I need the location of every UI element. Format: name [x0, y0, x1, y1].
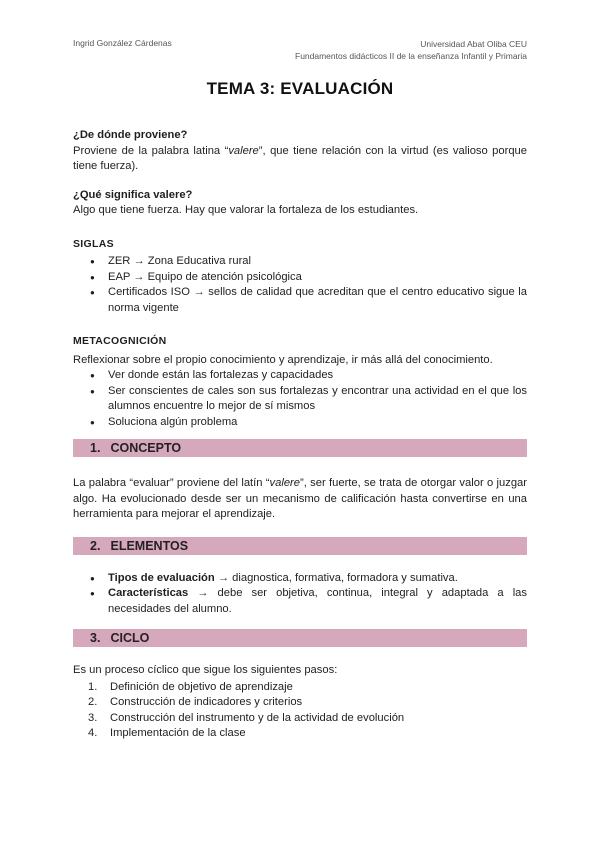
arrow-icon: →	[193, 286, 205, 298]
elemento-term: Tipos de evaluación	[108, 571, 215, 584]
list-item	[108, 571, 527, 587]
list-item: ● Ser conscientes de cales son sus fortalezas y encontrar una actividad en el que los alumnos encuentre lo mejor de sí mismos	[108, 384, 527, 415]
list-item	[88, 695, 527, 711]
header-right	[295, 38, 527, 62]
list-item	[88, 726, 527, 742]
section-number: 2.	[90, 538, 101, 553]
concepto-word: valere	[269, 477, 301, 489]
arrow-icon: →	[133, 255, 145, 267]
header-author: Ingrid González Cárdenas	[73, 38, 172, 48]
sigla-desc: sellos de calidad que acreditan que el centro educativo sigue la norma vigente	[108, 286, 527, 314]
list-item	[108, 285, 527, 316]
header-course: Fundamentos didácticos II de la enseñanza Infantil y Primaria	[295, 51, 527, 61]
list-item	[88, 711, 527, 727]
concepto-text-after: ”, ser fuerte, se trata de otorgar valor o juzgar algo. Ha evolucionado desde ser un mecanismo de calificación hasta convertirse en una herramienta para mejorar el aprendizaje.	[73, 477, 527, 520]
list-item: ● Ver donde están las fortalezas y capacidades	[108, 368, 527, 384]
step-number: 4.	[88, 727, 98, 739]
origin-question: ¿De dónde proviene?	[73, 129, 188, 141]
document-body	[73, 128, 527, 742]
elemento-term: Características	[108, 587, 189, 599]
siglas-list	[73, 254, 527, 316]
origin-text-before: Proviene de la palabra latina “	[73, 144, 229, 157]
section-number: 3.	[90, 631, 101, 645]
step-number: 3.	[88, 711, 98, 724]
list-item	[108, 270, 527, 286]
metacognicion-list	[73, 368, 527, 430]
step-number: 1.	[88, 680, 98, 693]
siglas-heading: SIGLAS	[73, 237, 114, 250]
sigla-desc: Zona Educativa rural	[147, 255, 252, 267]
arrow-icon: →	[217, 571, 230, 584]
meaning-text: Algo que tiene fuerza. Hay que valorar la fortaleza de los estudiantes.	[73, 204, 419, 216]
sigla-term: Certificados ISO	[108, 286, 190, 298]
section-title: CICLO	[110, 631, 150, 645]
origin-text-after: ”, que tiene relación con la virtud (es valioso porque tiene fuerza).	[73, 144, 528, 172]
list-item	[108, 586, 527, 617]
elementos-list	[73, 571, 527, 618]
section-title: ELEMENTOS	[110, 538, 189, 553]
section-title: CONCEPTO	[110, 441, 182, 455]
list-item	[88, 680, 527, 696]
elemento-desc: debe ser objetiva, continua, integral y adaptada a las necesidades del alumno.	[108, 587, 528, 615]
origin-text	[73, 144, 527, 175]
arrow-icon: →	[197, 587, 209, 599]
page-title: TEMA 3: EVALUACIÓN	[206, 79, 394, 98]
concepto-text	[73, 476, 527, 523]
step-number: 2.	[88, 696, 98, 708]
sigla-term: ZER	[108, 255, 131, 267]
list-item	[108, 254, 527, 270]
header-university: Universidad Abat Oliba CEU	[420, 39, 527, 49]
step-text: Construcción de indicadores y criterios	[110, 696, 303, 708]
metacognicion-heading: METACOGNICIÓN	[73, 335, 167, 347]
section-elementos	[73, 537, 527, 555]
ciclo-steps	[73, 680, 527, 742]
metacognicion-text: Reflexionar sobre el propio conocimiento y aprendizaje, ir más allá del conocimiento.	[73, 353, 493, 366]
concepto-text-before: La palabra “evaluar” proviene del latín “	[73, 477, 270, 489]
section-number: 1.	[90, 441, 101, 455]
step-text: Implementación de la clase	[110, 727, 246, 739]
meaning-question: ¿Qué significa valere?	[73, 188, 193, 201]
list-item: ● Soluciona algún problema	[108, 415, 527, 431]
section-ciclo	[73, 629, 527, 647]
elemento-desc: diagnostica, formativa, formadora y sumativa.	[232, 571, 458, 584]
step-text: Construcción del instrumento y de la actividad de evolución	[110, 711, 405, 724]
origin-word: valere	[228, 144, 259, 157]
arrow-icon: →	[133, 270, 145, 283]
step-text: Definición de objetivo de aprendizaje	[110, 680, 293, 693]
ciclo-intro: Es un proceso cíclico que sigue los siguientes pasos:	[73, 664, 338, 676]
sigla-term: EAP	[108, 270, 131, 283]
sigla-desc: Equipo de atención psicológica	[147, 270, 302, 283]
section-concepto	[73, 439, 527, 457]
